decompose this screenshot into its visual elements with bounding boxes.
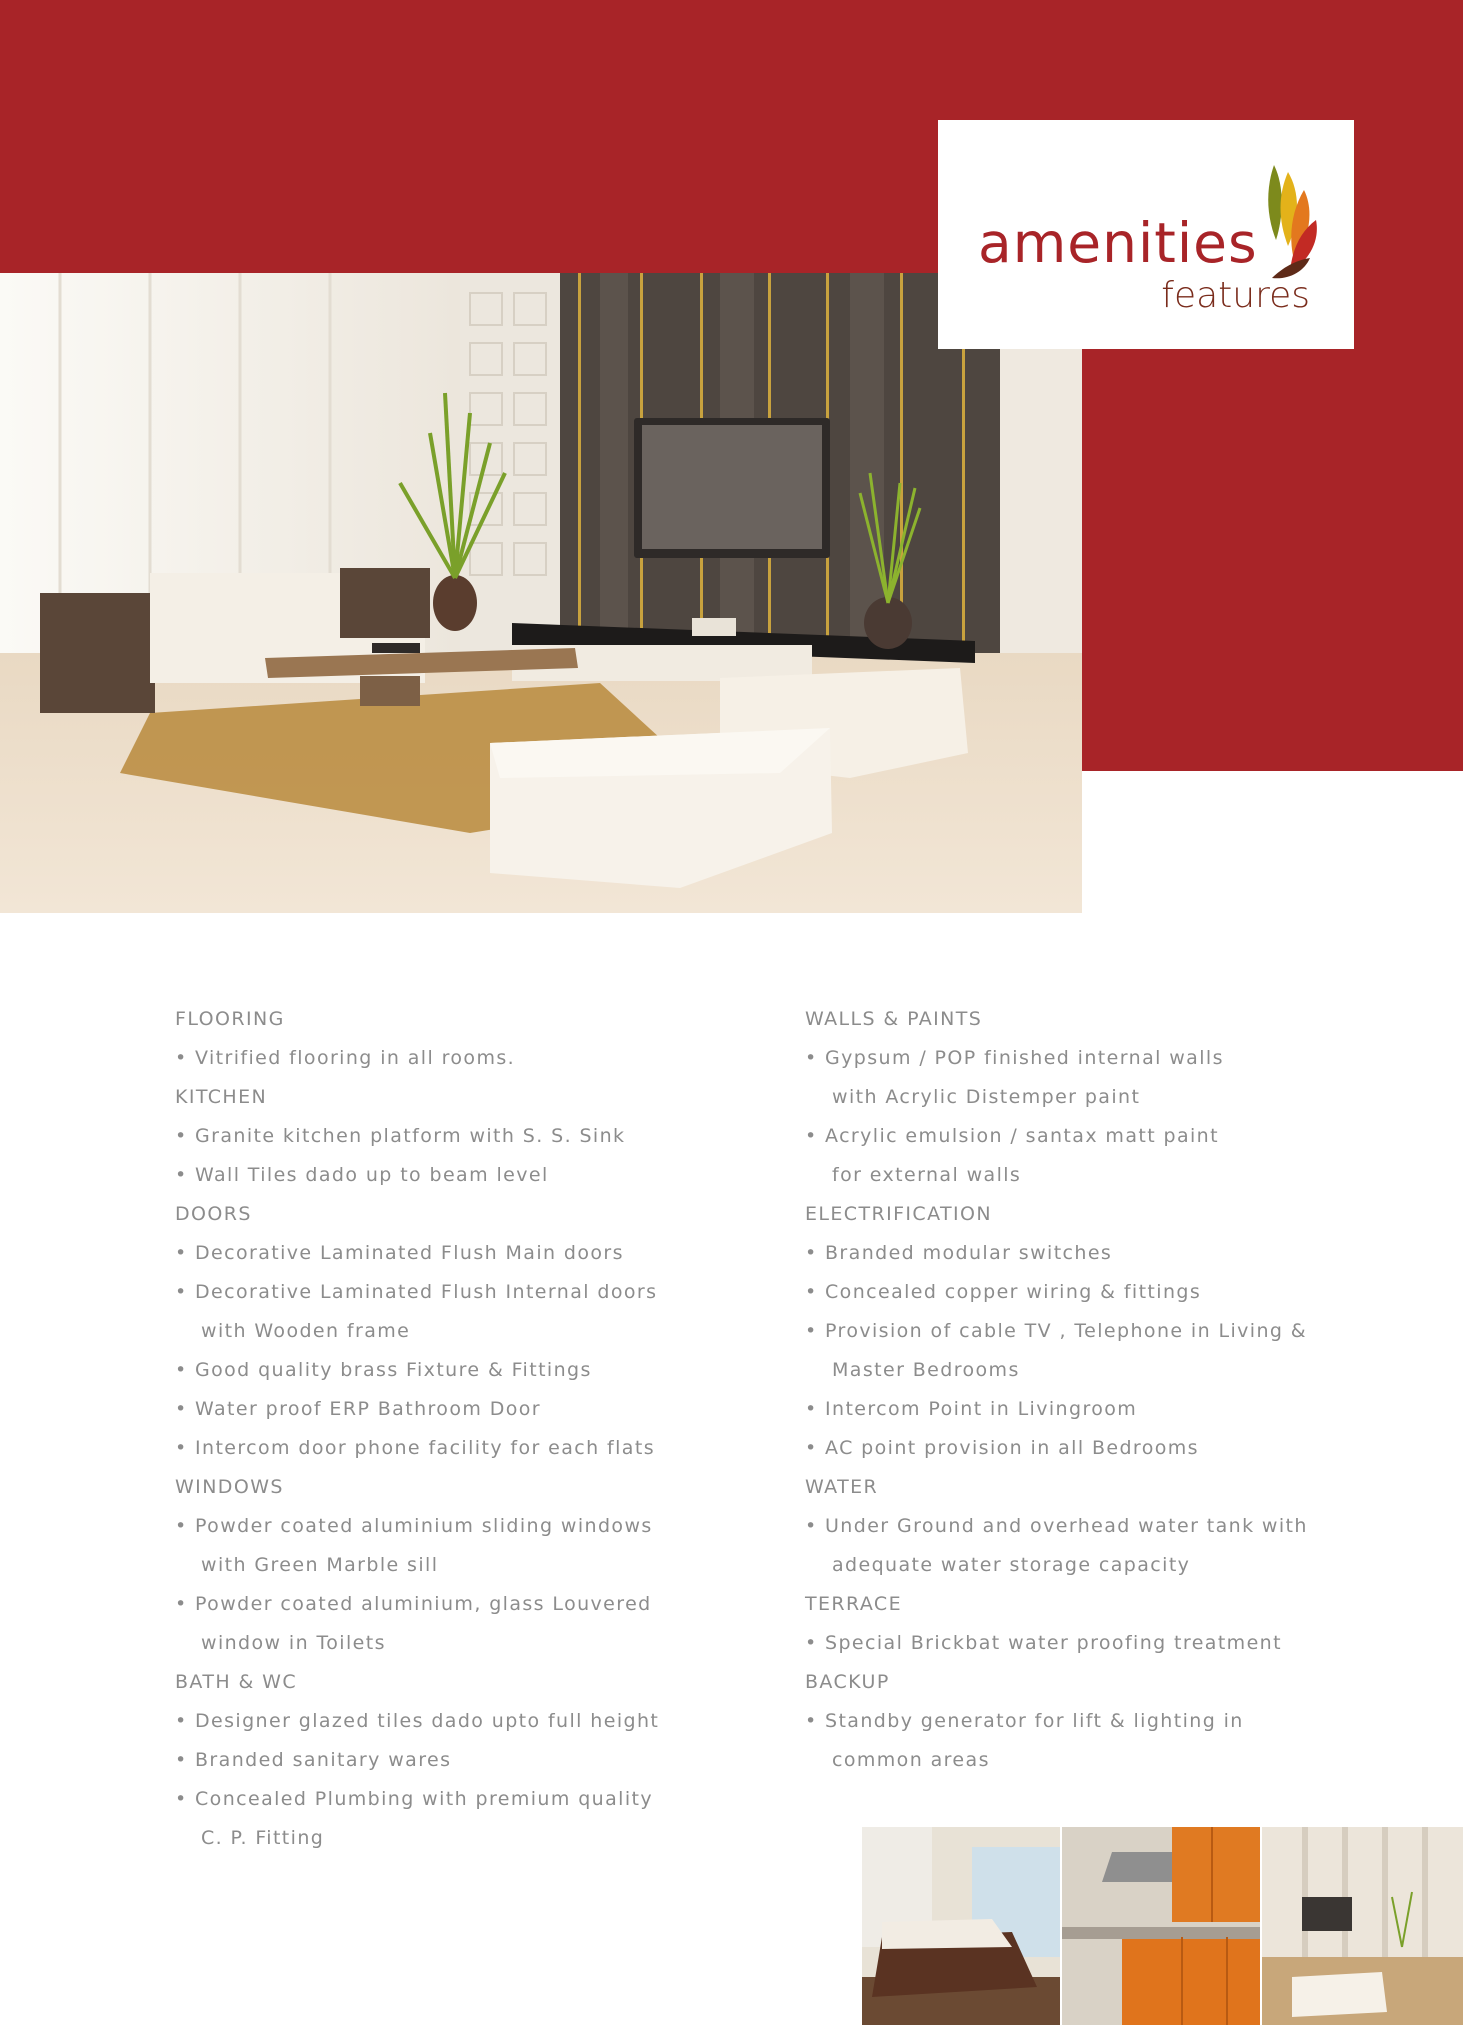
amenity-item-continuation: common areas: [832, 1749, 990, 1771]
amenity-item: [175, 1039, 735, 1078]
amenity-item-text: Intercom door phone facility for each flats: [195, 1437, 655, 1459]
bullet-icon: •: [805, 1125, 818, 1147]
section-heading: FLOORING: [175, 1008, 285, 1030]
amenities-logo: [938, 120, 1354, 349]
amenity-item: [805, 1429, 1365, 1468]
amenity-item: [805, 1507, 1365, 1546]
amenity-item: [175, 1234, 735, 1273]
amenity-item-continuation: Master Bedrooms: [832, 1359, 1020, 1381]
logo-title: amenities: [978, 211, 1258, 275]
amenity-item: [175, 1390, 735, 1429]
amenity-item: [175, 1429, 735, 1468]
amenity-item-text: Good quality brass Fixture & Fittings: [195, 1359, 592, 1381]
section-heading: TERRACE: [805, 1593, 902, 1615]
bullet-icon: •: [805, 1320, 818, 1342]
amenity-item: [805, 1390, 1365, 1429]
amenity-item-continuation: with Acrylic Distemper paint: [832, 1086, 1141, 1108]
bullet-icon: •: [805, 1398, 818, 1420]
section-heading: ELECTRIFICATION: [805, 1203, 992, 1225]
bullet-icon: •: [175, 1593, 188, 1615]
amenity-item-text: Intercom Point in Livingroom: [825, 1398, 1138, 1420]
amenity-item-text: AC point provision in all Bedrooms: [825, 1437, 1199, 1459]
bullet-icon: •: [175, 1749, 188, 1771]
amenity-item-text: Standby generator for lift & lighting in: [825, 1710, 1244, 1732]
amenity-item: [175, 1780, 735, 1819]
amenity-item: [175, 1351, 735, 1390]
amenity-item: [175, 1741, 735, 1780]
bullet-icon: •: [175, 1047, 188, 1069]
amenity-item: [805, 1702, 1365, 1741]
section-heading: WATER: [805, 1476, 879, 1498]
thumbnail-strip: [862, 1827, 1463, 2025]
left-amenities-column: [175, 1000, 735, 1858]
amenity-item-continuation: window in Toilets: [201, 1632, 386, 1654]
bullet-icon: •: [805, 1710, 818, 1732]
amenity-item: [805, 1624, 1365, 1663]
amenity-item: [175, 1273, 735, 1312]
bullet-icon: •: [175, 1281, 188, 1303]
amenity-item-text: Special Brickbat water proofing treatment: [825, 1632, 1282, 1654]
amenity-item-text: Designer glazed tiles dado upto full height: [195, 1710, 660, 1732]
amenity-item-text: Water proof ERP Bathroom Door: [195, 1398, 541, 1420]
amenity-item-text: Branded sanitary wares: [195, 1749, 452, 1771]
bullet-icon: •: [805, 1047, 818, 1069]
bullet-icon: •: [805, 1515, 818, 1537]
bullet-icon: •: [805, 1437, 818, 1459]
amenity-item-continuation: with Wooden frame: [201, 1320, 411, 1342]
amenity-item-continuation: for external walls: [832, 1164, 1022, 1186]
bullet-icon: •: [175, 1164, 188, 1186]
amenity-item-text: Decorative Laminated Flush Internal doors: [195, 1281, 658, 1303]
amenity-item-text: Branded modular switches: [825, 1242, 1113, 1264]
amenity-item: [805, 1312, 1365, 1351]
amenity-item: [805, 1039, 1365, 1078]
amenity-item-text: Under Ground and overhead water tank with: [825, 1515, 1308, 1537]
logo-subtitle: features: [1161, 275, 1310, 316]
bullet-icon: •: [805, 1242, 818, 1264]
section-heading: KITCHEN: [175, 1086, 268, 1108]
amenity-item-text: Acrylic emulsion / santax matt paint: [825, 1125, 1219, 1147]
amenity-item: [805, 1234, 1365, 1273]
amenity-item-text: Vitrified flooring in all rooms.: [195, 1047, 516, 1069]
bullet-icon: •: [175, 1359, 188, 1381]
amenity-item-continuation: with Green Marble sill: [201, 1554, 439, 1576]
amenity-item-text: Gypsum / POP finished internal walls: [825, 1047, 1224, 1069]
bedroom-thumbnail: [862, 1827, 1060, 2025]
amenity-item: [175, 1156, 735, 1195]
section-heading: WALLS & PAINTS: [805, 1008, 983, 1030]
amenity-item-continuation: adequate water storage capacity: [832, 1554, 1191, 1576]
bullet-icon: •: [175, 1710, 188, 1732]
amenity-item-text: Decorative Laminated Flush Main doors: [195, 1242, 624, 1264]
bullet-icon: •: [175, 1398, 188, 1420]
right-amenities-column: [805, 1000, 1365, 1780]
amenity-item-text: Powder coated aluminium sliding windows: [195, 1515, 653, 1537]
amenity-item: [175, 1702, 735, 1741]
bullet-icon: •: [175, 1515, 188, 1537]
bullet-icon: •: [805, 1281, 818, 1303]
bullet-icon: •: [175, 1242, 188, 1264]
amenity-item-text: Concealed Plumbing with premium quality: [195, 1788, 654, 1810]
section-heading: BACKUP: [805, 1671, 890, 1693]
amenity-item-text: Concealed copper wiring & fittings: [825, 1281, 1202, 1303]
amenity-item-text: Wall Tiles dado up to beam level: [195, 1164, 549, 1186]
section-heading: DOORS: [175, 1203, 252, 1225]
bullet-icon: •: [175, 1437, 188, 1459]
section-heading: BATH & WC: [175, 1671, 297, 1693]
amenity-item-text: Provision of cable TV , Telephone in Living &: [825, 1320, 1308, 1342]
amenity-item: [175, 1585, 735, 1624]
amenity-item: [175, 1507, 735, 1546]
section-heading: WINDOWS: [175, 1476, 284, 1498]
bullet-icon: •: [805, 1632, 818, 1654]
bullet-icon: •: [175, 1125, 188, 1147]
bullet-icon: •: [175, 1788, 188, 1810]
amenity-item-text: Powder coated aluminium, glass Louvered: [195, 1593, 652, 1615]
amenity-item-continuation: C. P. Fitting: [201, 1827, 325, 1849]
amenity-item: [805, 1273, 1365, 1312]
living-room-thumbnail: [1262, 1827, 1463, 2025]
amenity-item: [805, 1117, 1365, 1156]
amenity-item: [175, 1117, 735, 1156]
hero-living-room-image: [0, 273, 1082, 913]
amenity-item-text: Granite kitchen platform with S. S. Sink: [195, 1125, 626, 1147]
kitchen-thumbnail: [1062, 1827, 1260, 2025]
